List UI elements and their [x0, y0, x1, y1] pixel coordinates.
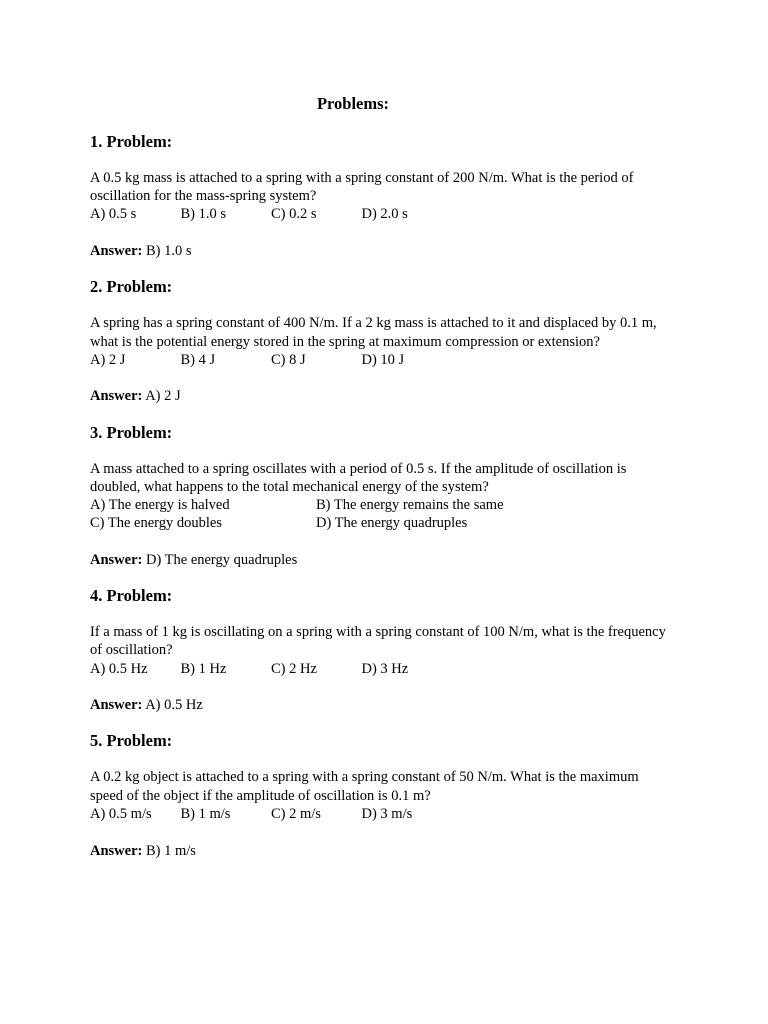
- problem-5: [90, 731, 675, 859]
- answer-value: D) The energy quadruples: [145, 551, 298, 568]
- answer-value: A) 2 J: [145, 388, 181, 405]
- problem-1: [90, 132, 675, 277]
- page-title: Problems:: [316, 94, 390, 113]
- option-d: D) 3 m/s: [361, 805, 413, 822]
- answer-options: [90, 660, 675, 678]
- answer-label: Answer:: [90, 551, 143, 568]
- option-b: B) 1.0 s: [180, 206, 227, 223]
- option-a: A) 2 J: [90, 351, 126, 368]
- problem-heading: 1. Problem:: [90, 132, 173, 151]
- answer-value: B) 1.0 s: [145, 243, 192, 260]
- answer-value: B) 1 m/s: [145, 842, 196, 859]
- document-page: [90, 94, 675, 860]
- problem-4: [90, 586, 675, 731]
- problem-heading: 4. Problem:: [90, 586, 173, 606]
- problem-question: A mass attached to a spring oscillates with a period of 0.5 s. If the amplitude of oscillation is doubled, what happens to the total mechanical energy of the system?: [90, 460, 627, 495]
- problem-question: If a mass of 1 kg is oscillating on a spring with a spring constant of 100 N/m, what is the frequency of oscillation?: [90, 624, 666, 659]
- problem-3: [90, 423, 675, 587]
- problem-heading: 2. Problem:: [90, 277, 173, 297]
- answer-options: [90, 351, 675, 369]
- answer-line: [90, 387, 675, 405]
- option-d: D) 10 J: [361, 351, 405, 368]
- option-b: B) 1 m/s: [180, 805, 231, 822]
- option-a: A) 0.5 m/s: [90, 805, 152, 822]
- answer-label: Answer:: [90, 697, 143, 714]
- problem-heading: 3. Problem:: [90, 422, 173, 442]
- answer-line: [90, 551, 675, 569]
- option-d: D) 2.0 s: [361, 206, 408, 223]
- option-a: A) 0.5 s: [90, 206, 137, 223]
- answer-label: Answer:: [90, 243, 143, 260]
- option-a: A) The energy is halved: [90, 497, 230, 514]
- answer-line: [90, 842, 675, 860]
- problem-2: [90, 277, 675, 422]
- answer-options: [90, 205, 675, 223]
- answer-options: [90, 496, 675, 532]
- option-c: C) The energy doubles: [90, 515, 222, 532]
- option-d: D) 3 Hz: [361, 660, 409, 677]
- option-c: C) 2 Hz: [271, 660, 317, 677]
- answer-line: [90, 696, 675, 714]
- answer-value: A) 0.5 Hz: [145, 697, 203, 714]
- option-a: A) 0.5 Hz: [90, 660, 148, 677]
- option-b: B) 4 J: [180, 351, 216, 368]
- option-c: C) 8 J: [271, 351, 306, 368]
- option-b: B) The energy remains the same: [316, 497, 504, 514]
- answer-line: [90, 242, 675, 260]
- option-b: B) 1 Hz: [180, 660, 227, 677]
- option-c: C) 2 m/s: [271, 805, 321, 822]
- answer-options: [90, 805, 675, 823]
- problem-question: A 0.2 kg object is attached to a spring with a spring constant of 50 N/m. What is the maximum speed of the object if the amplitude of oscillation is 0.1 m?: [90, 769, 639, 804]
- problem-question: A spring has a spring constant of 400 N/m. If a 2 kg mass is attached to it and displaced by 0.1 m, what is the potential energy stored in the spring at maximum compression or extension?: [90, 315, 657, 350]
- option-c: C) 0.2 s: [271, 206, 317, 223]
- option-d: D) The energy quadruples: [316, 515, 468, 532]
- problem-question: A 0.5 kg mass is attached to a spring with a spring constant of 200 N/m. What is the period of oscillation for the mass-spring system?: [90, 170, 634, 205]
- problem-heading: 5. Problem:: [90, 731, 173, 751]
- answer-label: Answer:: [90, 388, 143, 405]
- answer-label: Answer:: [90, 842, 143, 859]
